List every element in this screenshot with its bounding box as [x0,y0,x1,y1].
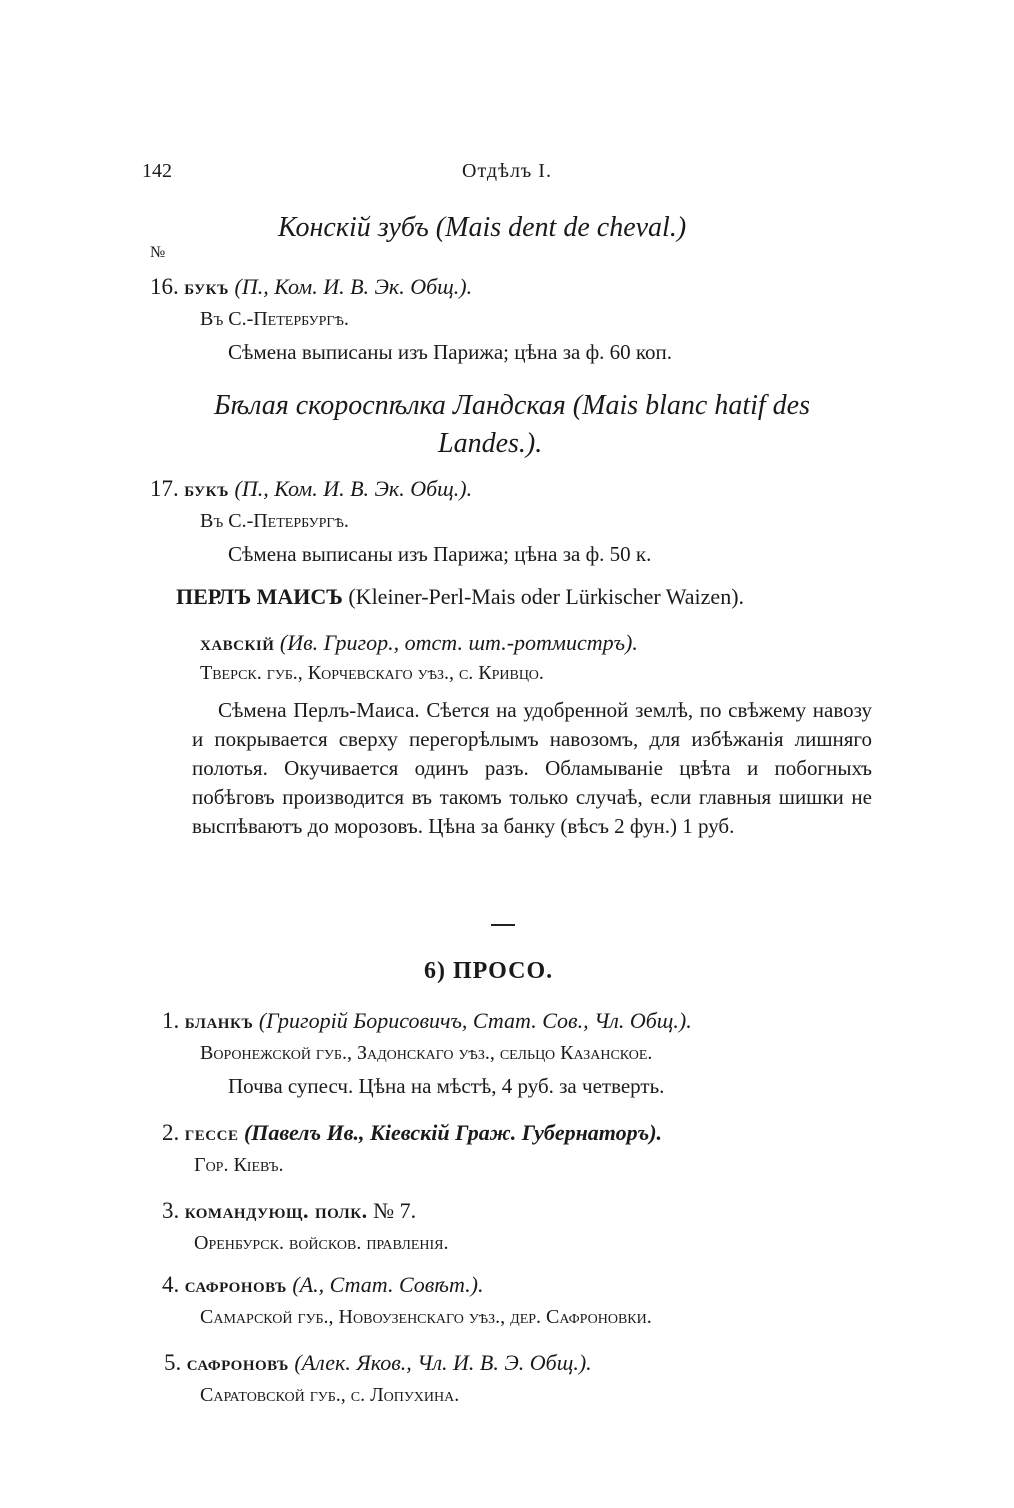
entry-name: гессе [184,1120,239,1145]
entry-detail: (Григорій Борисовичъ, Стат. Сов., Чл. Общ.). [258,1008,692,1033]
number-sign: № [150,244,166,261]
entry-detail: (Алек. Яков., Чл. И. В. Э. Общ.). [294,1350,592,1375]
entry-detail: (П., Ком. И. В. Эк. Общ.). [234,274,473,299]
heading-perl-mais [176,584,744,610]
entry-number: 4. [162,1272,180,1297]
entry-detail: (А., Стат. Совѣт.). [292,1272,484,1297]
entry-number: 17. [150,476,179,501]
proso-entry-2 [162,1120,662,1146]
running-head: Отдѣлъ I. [462,160,552,182]
proso-entry-4 [162,1272,483,1298]
proso-entry-1 [162,1008,692,1034]
entry-detail: (Ив. Григор., отст. шт.-ротмистръ). [279,630,638,655]
proso-entry-4-place: Самарской губ., Новоузенскаго уѣз., дер. Сафроновки. [200,1306,652,1328]
entry-name: хавскій [200,630,275,655]
heading-belaya-skorospelka-cont: Landes.). [438,428,543,459]
entry-16-place: Въ С.-Петербургѣ. [200,308,349,330]
proso-entry-3 [162,1198,416,1224]
entry-detail: № 7. [373,1198,417,1223]
entry-name: сафроновъ [184,1272,287,1297]
proso-entry-2-place: Гор. Кіевъ. [194,1154,284,1176]
proso-entry-1-place: Воронежской губ., Задонскаго уѣз., сельцо Казанское. [200,1042,653,1064]
entry-16-note: Сѣмена выписаны изъ Парижа; цѣна за ф. 60 коп. [228,340,673,364]
proso-entry-3-place: Оренбурск. войсков. правленія. [194,1232,449,1254]
heading-konsky-zub: Конскій зубъ (Mais dent de cheval.) [278,212,687,243]
entry-17-note: Сѣмена выписаны изъ Парижа; цѣна за ф. 50 к. [228,542,652,566]
heading-belaya-skorospelka: Бѣлая скороспѣлка Ландская (Mais blanc hatif des [214,390,810,421]
proso-entry-1-note: Почва супесч. Цѣна на мѣстѣ, 4 руб. за четверть. [228,1074,665,1098]
entry-number: 2. [162,1120,180,1145]
entry-khavsky-place: Тверск. губ., Корчевскаго уѣз., с. Кривцо. [200,662,544,684]
proso-entry-5 [164,1350,592,1376]
entry-name: бланкъ [184,1008,254,1033]
page-number: 142 [142,160,172,182]
proso-entry-5-place: Саратовской губ., с. Лопухина. [200,1384,460,1406]
entry-16 [150,274,472,300]
heading-perl-mais-latin: (Kleiner-Perl-Mais oder Lürkischer Waizen). [348,584,745,609]
entry-number: 5. [164,1350,182,1375]
entry-name: командующ. полк. [184,1198,368,1223]
entry-17-place: Въ С.-Петербургѣ. [200,510,349,532]
entry-detail: (П., Ком. И. В. Эк. Общ.). [234,476,473,501]
entry-number: 1. [162,1008,180,1033]
section-title-proso: 6) ПРОСО. [424,958,554,984]
entry-detail: (Павелъ Ив., Кіевскій Граж. Губернаторъ). [243,1120,663,1145]
entry-khavsky-description: Сѣмена Перлъ-Маиса. Сѣется на удобренной землѣ, по свѣжему навозу и покрывается сверху перегорѣлымъ навозомъ, для избѣжанія лишняго полотья. Окучивается одинъ разъ. Обламываніе цвѣта и побогныхъ побѣговъ производится въ такомъ только случаѣ, если главныя шишки не выспѣваютъ до морозовъ. Цѣна за банку (вѣсъ 2 фун.) 1 руб. [192,698,872,838]
entry-name: букъ [184,476,230,501]
entry-number: 3. [162,1198,180,1223]
entry-khavsky [200,630,638,656]
heading-perl-mais-main: ПЕРЛЪ МАИСЪ [176,584,343,609]
entry-17 [150,476,472,502]
entry-name: букъ [184,274,230,299]
entry-name: сафроновъ [186,1350,289,1375]
entry-number: 16. [150,274,179,299]
separator-dash [491,924,515,926]
